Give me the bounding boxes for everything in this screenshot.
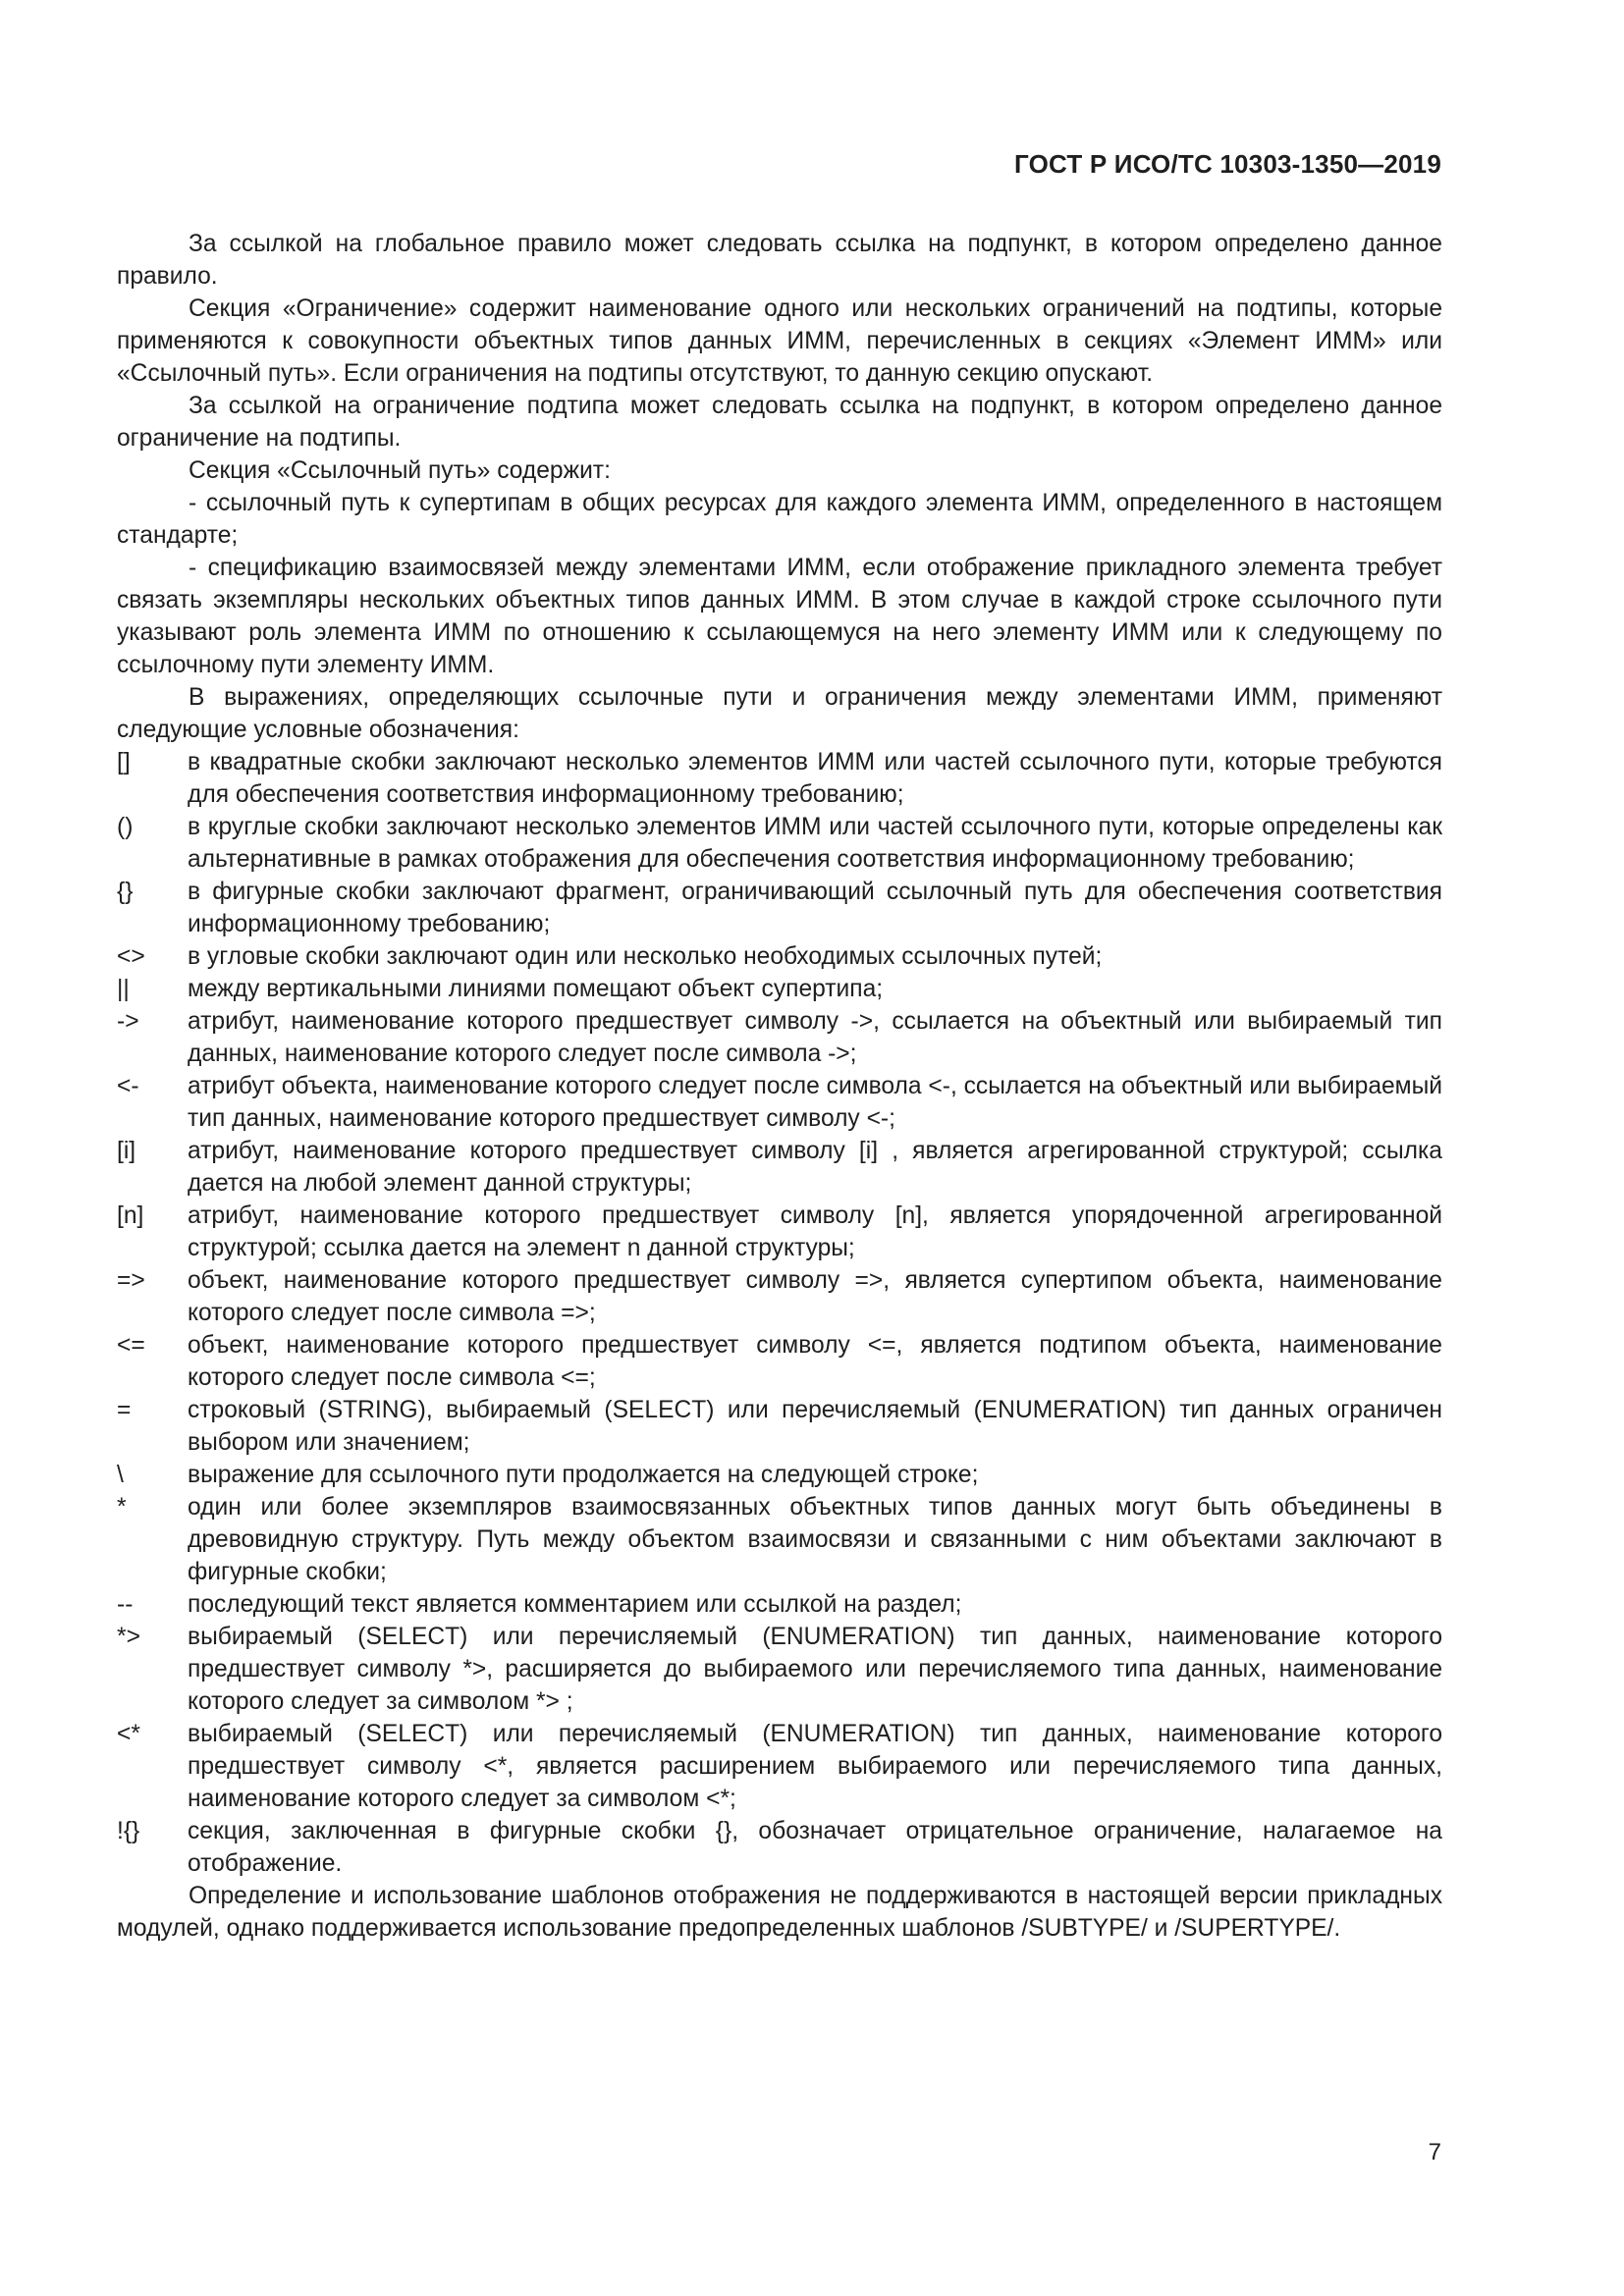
paragraph: Секция «Ограничение» содержит наименование одного или нескольких ограничений на подтипы, которые применяются к совокупности объектных типов данных ИММ, перечисленных в секциях «Элемент ИММ» или «Ссылочный путь». Если ограничения на подтипы отсутствуют, то данную секцию опускают. xyxy=(117,295,1442,387)
paragraph: За ссылкой на ограничение подтипа может следовать ссылка на подпункт, в котором определено данное ограничение на подтипы. xyxy=(117,393,1442,452)
definition-text: выбираемый (SELECT) или перечисляемый (ENUMERATION) тип данных, наименование которого предшествует символу *>, расширяется до выбираемого или перечисляемого типа данных, наименование которого следует за символом *> ; xyxy=(188,1624,1442,1715)
definition-symbol: = xyxy=(117,1397,132,1423)
definition-symbol: \ xyxy=(117,1462,124,1488)
definition-text: объект, наименование которого предшествует символу <=, является подтипом объекта, наименование которого следует после символа <=; xyxy=(188,1332,1442,1391)
definition-symbol: () xyxy=(117,814,134,840)
paragraph: - ссылочный путь к супертипам в общих ресурсах для каждого элемента ИММ, определенного в настоящем стандарте; xyxy=(117,490,1442,549)
definition-symbol: <= xyxy=(117,1332,145,1359)
paragraph: - спецификацию взаимосвязей между элементами ИММ, если отображение прикладного элемента требует связать экземпляры нескольких объектных типов данных ИММ. В этом случае в каждой строке ссылочного пути указывают роль элемента ИММ по отношению к ссылающемуся на него элементу ИММ или к следующему по ссылочному пути элементу ИММ. xyxy=(117,555,1442,678)
definition-item xyxy=(117,1718,1442,1815)
definition-text: выбираемый (SELECT) или перечисляемый (ENUMERATION) тип данных, наименование которого предшествует символу <*, является расширением выбираемого или перечисляемого типа данных, наименование которого следует за символом <*; xyxy=(188,1721,1442,1812)
definition-symbol: => xyxy=(117,1267,145,1294)
definition-item xyxy=(117,811,1442,876)
definition-text: атрибут объекта, наименование которого следует после символа <-, ссылается на объектный или выбираемый тип данных, наименование которого предшествует символу <-; xyxy=(188,1073,1443,1132)
definition-text: выражение для ссылочного пути продолжается на следующей строке; xyxy=(188,1462,979,1488)
definition-item xyxy=(117,1815,1442,1880)
definition-item xyxy=(117,1459,1442,1491)
definition-symbol: <* xyxy=(117,1721,140,1747)
definition-symbol: !{} xyxy=(117,1818,140,1844)
definition-item xyxy=(117,876,1442,940)
definition-symbol: * xyxy=(117,1494,127,1521)
definition-symbol: <- xyxy=(117,1073,139,1099)
definition-text: последующий текст является комментарием или ссылкой на раздел; xyxy=(188,1591,962,1618)
definition-item xyxy=(117,1135,1442,1200)
paragraph: Секция «Ссылочный путь» содержит: xyxy=(189,457,611,484)
definition-symbol: || xyxy=(117,976,130,1002)
definition-text: атрибут, наименование которого предшествует символу [i] , является агрегированной структурой; ссылка дается на любой элемент данной структуры; xyxy=(188,1138,1442,1197)
definition-symbol: <> xyxy=(117,943,145,970)
definition-item xyxy=(117,1070,1442,1135)
definition-text: секция, заключенная в фигурные скобки {}, обозначает отрицательное ограничение, налагаемое на отображение. xyxy=(188,1818,1442,1877)
definition-symbol: [n] xyxy=(117,1202,144,1229)
definition-text: строковый (STRING), выбираемый (SELECT) или перечисляемый (ENUMERATION) тип данных ограничен выбором или значением; xyxy=(188,1397,1442,1456)
definition-text: в угловые скобки заключают один или несколько необходимых ссылочных путей; xyxy=(188,943,1103,970)
definition-item xyxy=(117,973,1442,1005)
definition-item xyxy=(117,1264,1442,1329)
definition-item xyxy=(117,1588,1442,1621)
definition-symbol: [i] xyxy=(117,1138,136,1164)
definition-symbol: -- xyxy=(117,1591,134,1618)
definition-text: атрибут, наименование которого предшествует символу ->, ссылается на объектный или выбираемый тип данных, наименование которого следует после символа ->; xyxy=(188,1008,1442,1067)
definition-item xyxy=(117,1491,1442,1588)
definition-item xyxy=(117,940,1442,973)
document-header: ГОСТ Р ИСО/ТС 10303-1350—2019 xyxy=(1013,149,1441,179)
definition-symbol: *> xyxy=(117,1624,140,1650)
definition-item xyxy=(117,1005,1442,1070)
definition-symbol: {} xyxy=(117,879,134,905)
definition-text: объект, наименование которого предшествует символу =>, является супертипом объекта, наименование которого следует после символа =>; xyxy=(188,1267,1442,1326)
definition-text: один или более экземпляров взаимосвязанных объектных типов данных могут быть объединены в древовидную структуру. Путь между объектом взаимосвязи и связанными с ним объектами заключают в фигурные скобки; xyxy=(188,1494,1442,1585)
paragraph: Определение и использование шаблонов отображения не поддерживаются в настоящей версии прикладных модулей, однако поддерживается использование предопределенных шаблонов /SUBTYPE/ и /SUPERTYPE/. xyxy=(117,1883,1442,1942)
paragraph: За ссылкой на глобальное правило может следовать ссылка на подпункт, в котором определено данное правило. xyxy=(117,231,1442,290)
page-number: 7 xyxy=(1428,2139,1441,2165)
definition-item xyxy=(117,1621,1442,1718)
definition-item xyxy=(117,746,1442,811)
definition-text: атрибут, наименование которого предшествует символу [n], является упорядоченной агрегированной структурой; ссылка дается на элемент n данной структуры; xyxy=(188,1202,1442,1261)
definition-text: в круглые скобки заключают несколько элементов ИММ или частей ссылочного пути, которые определены как альтернативные в рамках отображения для обеспечения соответствия информационному требованию; xyxy=(188,814,1442,873)
definition-item xyxy=(117,1394,1442,1459)
definition-item xyxy=(117,1329,1442,1394)
definition-text: в фигурные скобки заключают фрагмент, ограничивающий ссылочный путь для обеспечения соответствия информационному требованию; xyxy=(188,879,1442,937)
paragraph: В выражениях, определяющих ссылочные пути и ограничения между элементами ИММ, применяют следующие условные обозначения: xyxy=(117,684,1442,743)
definition-symbol: [] xyxy=(117,749,131,775)
definition-symbol: -> xyxy=(117,1008,139,1035)
document-body xyxy=(117,228,1442,1945)
definition-text: между вертикальными линиями помещают объект супертипа; xyxy=(188,976,884,1002)
definition-text: в квадратные скобки заключают несколько элементов ИММ или частей ссылочного пути, которые требуются для обеспечения соответствия информационному требованию; xyxy=(188,749,1442,808)
definition-item xyxy=(117,1200,1442,1264)
